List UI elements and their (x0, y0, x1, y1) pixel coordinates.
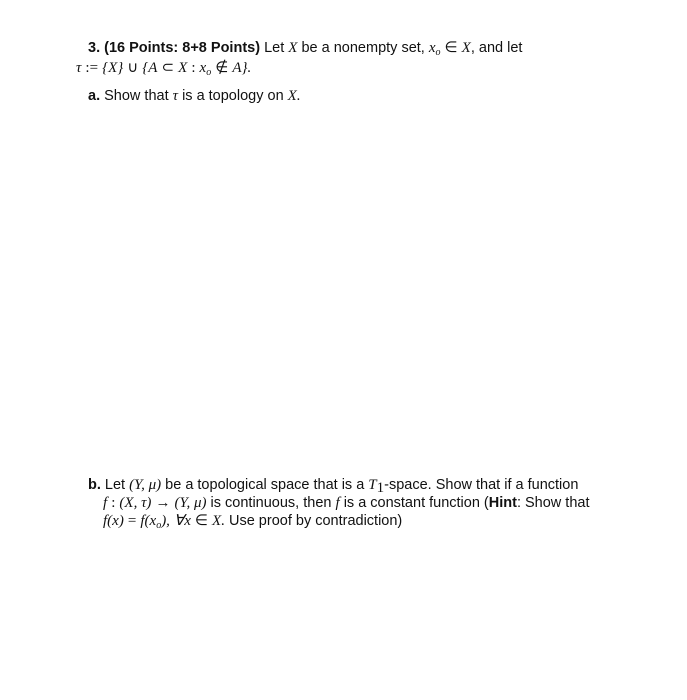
math-assign: := (85, 60, 99, 76)
part-b-text-6: : Show that (516, 495, 590, 511)
math-union: ∪ (127, 60, 139, 76)
math-X-4: X. (287, 88, 301, 104)
math-tau-2: τ (172, 88, 179, 104)
math-tau: τ (76, 60, 82, 76)
part-b-text: Let (104, 477, 126, 493)
part-b-line-3 (103, 512, 402, 530)
math-colon: : (191, 60, 196, 76)
math-T1: $T_1$ (368, 477, 385, 496)
intro-text-3: , and let (470, 40, 523, 56)
math-X-3: X (178, 60, 188, 76)
math-X-tau: (X, τ) (119, 495, 152, 511)
math-fx0: $f(x_o)$, (140, 513, 170, 531)
topology-definition (76, 59, 251, 77)
problem-number: 3. (88, 40, 101, 56)
hint-label: Hint (488, 495, 517, 511)
math-Y-mu: (Y, μ) (129, 477, 162, 493)
part-b-text-5: is a constant function ( (343, 495, 489, 511)
math-set-A-open: {A (142, 60, 158, 76)
part-b-label: b. (88, 477, 101, 493)
math-Y-mu-2: (Y, μ) (174, 495, 207, 511)
part-b-line-2 (103, 494, 590, 512)
math-x0: $x_o$ (428, 40, 441, 58)
math-colon-2: : (111, 495, 116, 511)
part-b-text-3: -space. Show that if a function (384, 477, 579, 493)
math-set-A-close: A}. (232, 60, 252, 76)
math-equals: = (127, 513, 137, 529)
math-X-2: X (461, 40, 471, 56)
math-X: X (288, 40, 298, 56)
math-notin: ∉ (215, 60, 229, 76)
math-x0-2: $x_o$ (199, 60, 212, 78)
math-arrow: → (155, 495, 171, 511)
part-b-text-7: Use proof by contradiction) (228, 513, 403, 529)
math-fx: f(x) (103, 513, 124, 529)
math-set-X: {X} (102, 60, 124, 76)
part-a-label: a. (88, 88, 101, 104)
problem-heading (88, 39, 522, 57)
intro-text: Let (264, 40, 285, 56)
part-b-line-1 (88, 476, 578, 494)
part-b-text-2: be a topological space that is a (165, 477, 365, 493)
math-f-2: f (335, 495, 340, 511)
part-a-text: Show that (104, 88, 169, 104)
math-in: ∈ (444, 40, 458, 56)
math-subset: ⊂ (161, 60, 175, 76)
part-a-text-2: is a topology on (182, 88, 284, 104)
part-b-text-4: is continuous, then (210, 495, 332, 511)
math-f: f (103, 495, 108, 511)
math-in-2: ∈ (194, 513, 208, 529)
intro-text-2: be a nonempty set, (301, 40, 425, 56)
problem-points: (16 Points: 8+8 Points) (104, 40, 261, 56)
math-forall-x: ∀x (173, 513, 191, 529)
math-X-5: X. (212, 513, 225, 529)
part-a (88, 87, 301, 105)
